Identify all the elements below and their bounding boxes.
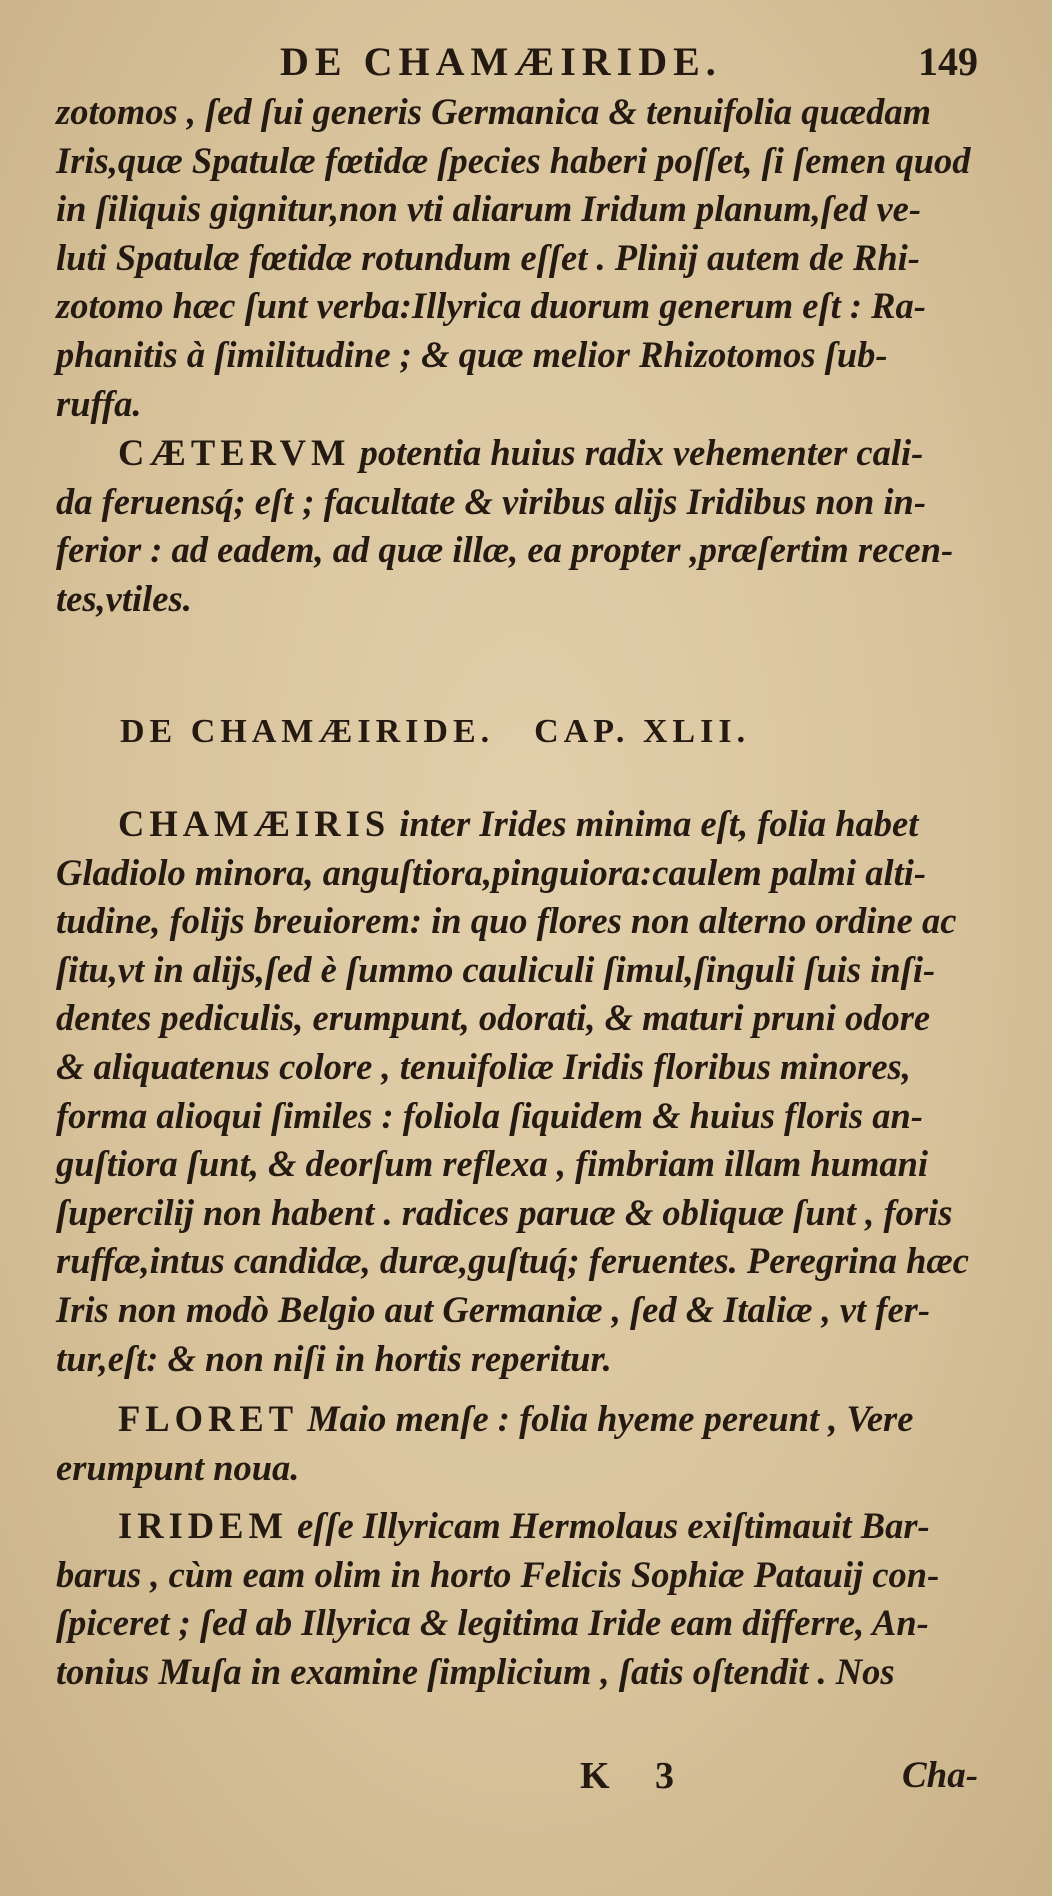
chapter-number: CAP. XLII.: [534, 713, 751, 750]
text-line: ferior : ad eadem, ad quæ illæ, ea propter ,præſertim recen-: [56, 529, 954, 571]
text-line: zotomos , ſed ſui generis Germanica & tenuifolia quædam: [56, 91, 932, 132]
text-line: phanitis à ſimilitudine ; & quæ melior Rhizotomos ſub-: [56, 333, 888, 375]
page-number: 149: [918, 39, 978, 84]
text-line: ſupercilij non habent . radices paruæ & obliquæ ſunt , foris: [56, 1191, 953, 1233]
text-line: tes,vtiles.: [56, 577, 192, 619]
chapter-heading: [120, 713, 750, 751]
text-line: Gladiolo minora, anguſtiora,pinguiora:caulem palmi alti-: [56, 851, 927, 893]
lead-word: IRIDEM: [118, 1505, 288, 1546]
text-line: [56, 1395, 996, 1444]
paragraph-floret: [56, 1395, 996, 1492]
paragraph-rhizotomos: [56, 88, 996, 428]
text-line: Iris,quæ Spatulæ fœtidæ ſpecies haberi poſſet, ſi ſemen quod: [56, 139, 971, 181]
chapter-title: DE CHAMÆIRIDE.: [120, 713, 495, 750]
text-line: tur,eſt: & non niſi in hortis reperitur.: [56, 1337, 612, 1379]
text-line: tonius Muſa in examine ſimplicium , ſatis oſtendit . Nos: [56, 1650, 895, 1692]
lead-word: CHAMÆIRIS: [118, 803, 391, 844]
paragraph-caeterum: [56, 429, 996, 623]
running-head: DE CHAMÆIRIDE.: [280, 39, 722, 84]
lead-word: CÆTERVM: [118, 432, 351, 473]
text-line: guſtiora ſunt, & deorſum reflexa , fimbriam illam humani: [56, 1143, 929, 1185]
paragraph-chamaeiris: [56, 800, 996, 1383]
signature-mark: K 3: [580, 1755, 693, 1797]
lead-continuation: Maio menſe : folia hyeme pereunt , Vere: [298, 1398, 914, 1439]
text-line: luti Spatulæ fœtidæ rotundum eſſet . Plinij autem de Rhi-: [56, 236, 920, 278]
lead-continuation: eſſe Illyricam Hermolaus exiſtimauit Bar-: [287, 1505, 930, 1546]
lead-continuation: potentia huius radix vehementer cali-: [350, 432, 924, 473]
text-line: ruffæ,intus candidæ, duræ,guſtuq́; feruentes. Peregrina hæc: [56, 1240, 969, 1282]
text-line: in ſiliquis gignitur,non vti aliarum Iridum planum,ſed ve-: [56, 188, 922, 230]
text-line: ſpiceret ; ſed ab Illyrica & legitima Iride eam differre, An-: [56, 1602, 929, 1644]
text-line: [56, 1502, 996, 1551]
text-line: [56, 429, 996, 478]
text-line: tudine, folijs breuiorem: in quo flores non alterno ordine ac: [56, 900, 957, 942]
text-line: barus , cùm eam olim in horto Felicis Sophiæ Patauij con-: [56, 1553, 940, 1595]
text-line: dentes pediculis, erumpunt, odorati, & maturi pruni odore: [56, 997, 931, 1039]
lead-continuation: inter Irides minima eſt, folia habet: [390, 803, 919, 844]
paragraph-iridem: [56, 1502, 996, 1696]
text-line: & aliquatenus colore , tenuifoliæ Iridis floribus minores,: [56, 1045, 911, 1087]
text-line: forma alioqui ſimiles : foliola ſiquidem & huius floris an-: [56, 1094, 923, 1136]
text-line: ruffa.: [56, 382, 142, 424]
catchword: Cha-: [902, 1755, 979, 1796]
text-line: [56, 800, 996, 849]
text-line: erumpunt noua.: [56, 1446, 300, 1488]
text-line: Iris non modò Belgio aut Germaniæ , ſed & Italiæ , vt fer-: [56, 1288, 931, 1330]
text-line: ſitu,vt in alijs,ſed è ſummo cauliculi ſimul,ſinguli ſuis inſi-: [56, 948, 936, 990]
text-line: zotomo hæc ſunt verba:Illyrica duorum generum eſt : Ra-: [56, 285, 926, 327]
text-line: da feruensq́; eſt ; facultate & viribus alijs Iridibus non in-: [56, 480, 926, 522]
lead-word: FLORET: [118, 1398, 299, 1439]
